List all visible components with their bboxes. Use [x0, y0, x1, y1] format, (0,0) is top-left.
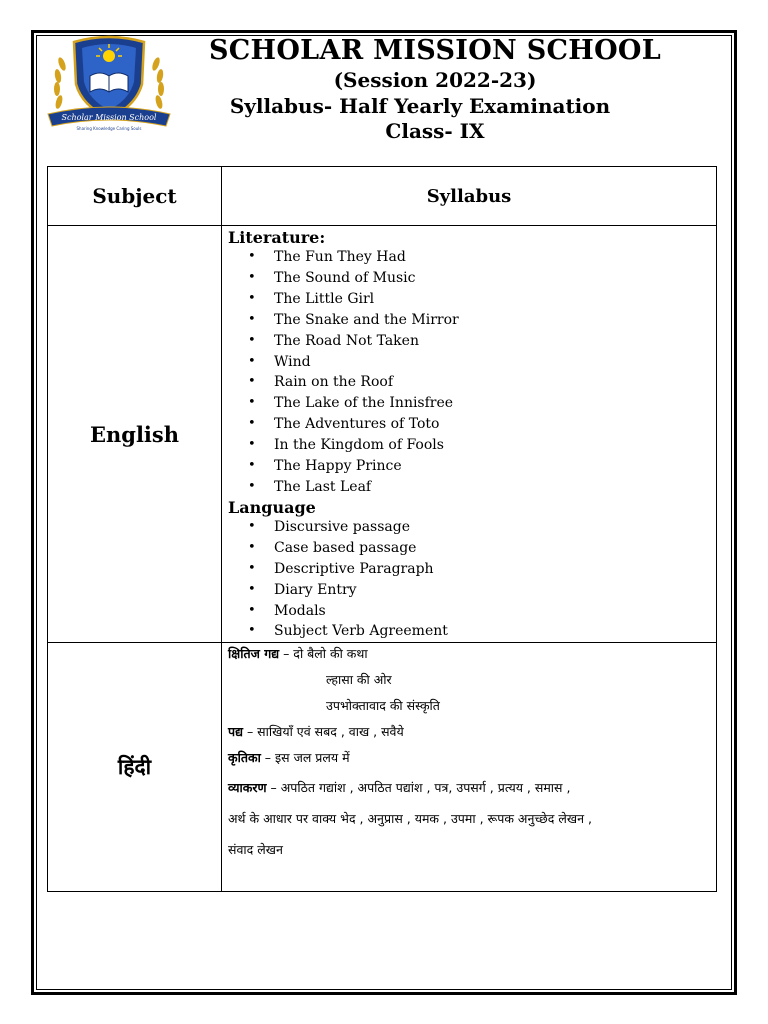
- list-item: • Modals: [228, 601, 716, 622]
- syllabus-column-header: Syllabus: [222, 167, 717, 226]
- list-item: • Discursive passage: [228, 517, 716, 538]
- hindi-text: – इस जल प्रलय में: [260, 750, 350, 766]
- list-item: • The Road Not Taken: [228, 331, 716, 352]
- list-item: • Diary Entry: [228, 580, 716, 601]
- subject-hindi: हिंदी: [48, 643, 222, 892]
- list-item: • The Adventures of Toto: [228, 414, 716, 435]
- logo-ribbon-text: Scholar Mission School: [61, 113, 157, 122]
- list-item: • In the Kingdom of Fools: [228, 435, 716, 456]
- literature-heading: Literature:: [228, 228, 326, 247]
- list-item: • The Snake and the Mirror: [228, 310, 716, 331]
- hindi-label-padya: पद्य: [228, 724, 243, 740]
- language-heading: Language: [228, 497, 316, 517]
- hindi-label-vyakaran: व्याकरण: [228, 780, 267, 796]
- list-item: • Wind: [228, 352, 716, 373]
- list-item: • The Sound of Music: [228, 268, 716, 289]
- list-item: • The Last Leaf: [228, 477, 716, 498]
- list-item: • The Little Girl: [228, 289, 716, 310]
- hindi-text: – साखियाँ एवं सबद , वाख , सवैये: [242, 724, 404, 740]
- language-list: [228, 517, 716, 642]
- list-item: • Case based passage: [228, 538, 716, 559]
- school-logo: [44, 34, 174, 132]
- hindi-syllabus: [222, 643, 717, 892]
- literature-list: [228, 247, 716, 498]
- table-header-row: [48, 167, 717, 226]
- english-syllabus: [222, 226, 717, 643]
- hindi-line-upbhoktavad: उपभोक्तावाद की संस्कृति: [326, 698, 440, 714]
- syllabus-title: Syllabus- Half Yearly Examination: [229, 94, 611, 118]
- list-item: • The Happy Prince: [228, 456, 716, 477]
- list-item: • The Lake of the Innisfree: [228, 393, 716, 414]
- list-item: • Subject Verb Agreement: [228, 621, 716, 642]
- class-label: Class- IX: [385, 119, 485, 143]
- hindi-row: [48, 643, 717, 892]
- syllabus-table: [47, 166, 717, 892]
- list-item: • Rain on the Roof: [228, 372, 716, 393]
- hindi-line-lhasa: ल्हासा की ओर: [326, 672, 392, 688]
- hindi-label-kritika: कृतिका: [228, 750, 261, 766]
- logo-motto-text: Sharing Knowledge Caring Souls: [76, 126, 142, 131]
- hindi-line-samvad: संवाद लेखन: [228, 842, 283, 858]
- list-item: • The Fun They Had: [228, 247, 716, 268]
- hindi-line-kritika: [228, 749, 716, 766]
- list-item: • Descriptive Paragraph: [228, 559, 716, 580]
- hindi-label-kshitij: क्षितिज गद्य: [228, 646, 280, 662]
- subject-column-header: Subject: [48, 167, 222, 226]
- hindi-line-padya: [228, 723, 716, 740]
- hindi-line-kshitij: [228, 645, 716, 662]
- hindi-text: – दो बैलो की कथा: [279, 646, 368, 662]
- session-label: (Session 2022-23): [333, 68, 537, 92]
- english-row: [48, 226, 717, 643]
- school-name: SCHOLAR MISSION SCHOOL: [208, 35, 662, 66]
- subject-english: English: [48, 226, 222, 643]
- hindi-line-arth: अर्थ के आधार पर वाक्य भेद , अनुप्रास , यमक , उपमा , रूपक अनुच्छेद लेखन ,: [228, 811, 592, 827]
- hindi-line-vyakaran: [228, 779, 716, 796]
- hindi-text: – अपठित गद्यांश , अपठित पद्यांश , पत्र, उपसर्ग , प्रत्यय , समास ,: [266, 780, 571, 796]
